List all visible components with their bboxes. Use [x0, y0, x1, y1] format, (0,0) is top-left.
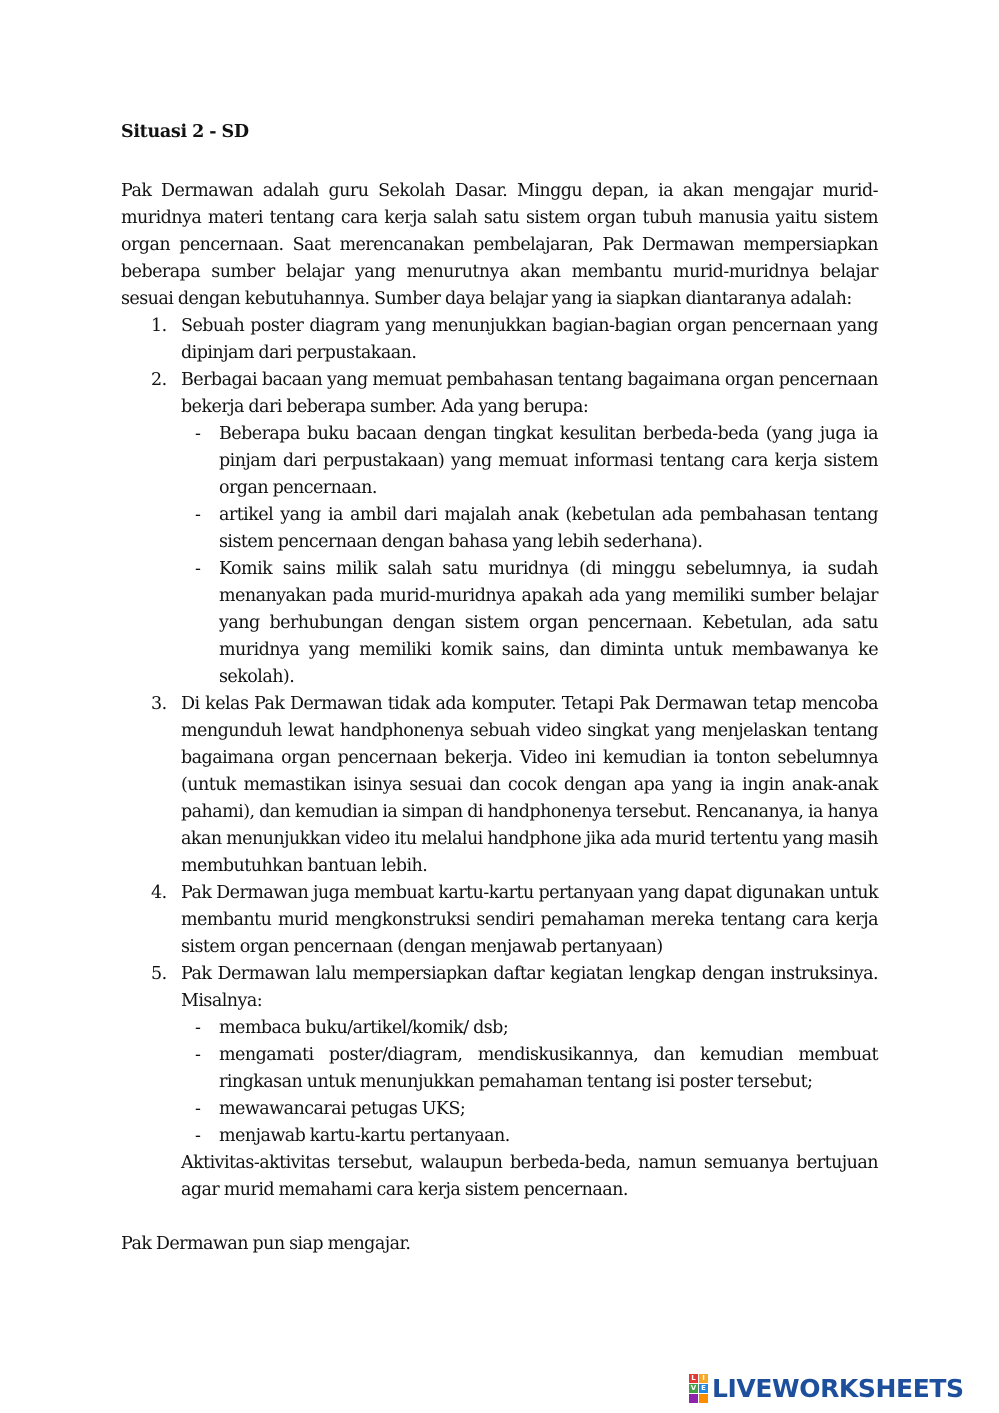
dash-bullet: - — [195, 1126, 201, 1146]
logo-wordmark: LIVEWORKSHEETS — [712, 1373, 964, 1403]
logo-block: V — [690, 1383, 697, 1392]
sub-list-item-text: Komik sains milik salah satu muridnya (di minggu sebelumnya, ia sudah menanyakan pada murid-muridnya apakah ada yang memiliki sumber belajar yang berhubungan dengan sistem organ pencernaan. Kebetulan, ada satu muridnya yang memiliki komik sains, dan diminta untuk membawanya ke sekolah). — [219, 559, 878, 687]
sub-list-item — [181, 1096, 878, 1123]
sub-list — [181, 1015, 878, 1150]
dash-bullet: - — [195, 424, 201, 444]
list-number: 4. — [151, 883, 167, 903]
list-item-text: Pak Dermawan lalu mempersiapkan daftar kegiatan lengkap dengan instruksinya. Misalnya: — [181, 964, 878, 1011]
sub-list-item — [181, 502, 878, 556]
logo-block — [689, 1394, 698, 1403]
list-number: 2. — [151, 370, 167, 390]
list-number: 5. — [151, 964, 167, 984]
list-item — [121, 880, 878, 961]
dash-bullet: - — [195, 1099, 201, 1119]
list-item — [121, 961, 878, 1204]
sub-list-item-text: artikel yang ia ambil dari majalah anak (kebetulan ada pembahasan tentang sistem pencernaan dengan bahasa yang lebih sederhana). — [219, 505, 878, 552]
dash-bullet: - — [195, 1018, 201, 1038]
sub-list-item — [181, 421, 878, 502]
document-title: Situasi 2 - SD — [121, 122, 249, 142]
logo-block: I — [699, 1374, 708, 1383]
list-item — [121, 691, 878, 880]
sub-list-item-text: mewawancarai petugas UKS; — [219, 1099, 466, 1119]
sub-list — [181, 421, 878, 691]
list-item-text: Di kelas Pak Dermawan tidak ada komputer. Tetapi Pak Dermawan tetap mencoba mengunduh lewat handphonenya sebuah video singkat yang menjelaskan tentang bagaimana organ pencernaan bekerja. Video ini kemudian ia tonton sebelumnya (untuk memastikan isinya sesuai dan cocok dengan apa yang ia ingin anak-anak pahami), dan kemudian ia simpan di handphonenya tersebut. Rencananya, ia hanya akan menunjukkan video itu melalui handphone jika ada murid tertentu yang masih membutuhkan bantuan lebih. — [181, 694, 878, 876]
logo-block: E — [699, 1384, 708, 1393]
sub-list-item-text: Beberapa buku bacaan dengan tingkat kesulitan berbeda-beda (yang juga ia pinjam dari perpustakaan) yang memuat informasi tentang cara kerja sistem organ pencernaan. — [219, 424, 878, 498]
sub-list-item — [181, 1015, 878, 1042]
list-item-text: Sebuah poster diagram yang menunjukkan bagian-bagian organ pencernaan yang dipinjam dari perpustakaan. — [181, 316, 878, 363]
dash-bullet: - — [195, 1045, 201, 1065]
list-item — [121, 367, 878, 691]
list-item-text: Pak Dermawan juga membuat kartu-kartu pertanyaan yang dapat digunakan untuk membantu murid mengkonstruksi sendiri pemahaman mereka tentang cara kerja sistem organ pencernaan (dengan menjawab pertanyaan) — [181, 883, 878, 957]
list-number: 1. — [151, 316, 167, 336]
sub-list-item — [181, 1123, 878, 1150]
sub-list-item — [181, 556, 878, 691]
dash-bullet: - — [195, 505, 201, 525]
sub-list-item-text: menjawab kartu-kartu pertanyaan. — [219, 1126, 510, 1146]
liveworksheets-logo — [689, 1372, 964, 1404]
closing-paragraph: Pak Dermawan pun siap mengajar. — [121, 1234, 411, 1254]
resource-list — [121, 313, 878, 1204]
list-item — [121, 313, 878, 367]
list-number: 3. — [151, 694, 167, 714]
sub-list-item-text: membaca buku/artikel/komik/ dsb; — [219, 1018, 509, 1038]
intro-paragraph: Pak Dermawan adalah guru Sekolah Dasar. Minggu depan, ia akan mengajar murid-muridnya materi tentang cara kerja salah satu sistem organ tubuh manusia yaitu sistem organ pencernaan. Saat merencanakan pembelajaran, Pak Dermawan mempersiapkan beberapa sumber belajar yang menurutnya akan membantu murid-muridnya belajar sesuai dengan kebutuhannya. Sumber daya belajar yang ia siapkan diantaranya adalah: — [121, 181, 878, 309]
list-item-text: Berbagai bacaan yang memuat pembahasan tentang bagaimana organ pencernaan bekerja dari beberapa sumber. Ada yang berupa: — [181, 370, 878, 417]
sub-list-item — [181, 1042, 878, 1096]
list-item-followup: Aktivitas-aktivitas tersebut, walaupun berbeda-beda, namun semuanya bertujuan agar murid memahami cara kerja sistem pencernaan. — [181, 1153, 878, 1200]
sub-list-item-text: mengamati poster/diagram, mendiskusikannya, dan kemudian membuat ringkasan untuk menunjukkan pemahaman tentang isi poster tersebut; — [219, 1045, 878, 1092]
logo-blocks-icon — [689, 1374, 708, 1403]
logo-block — [699, 1394, 708, 1403]
dash-bullet: - — [195, 559, 201, 579]
logo-block: L — [689, 1374, 698, 1383]
document-body — [121, 114, 878, 1258]
